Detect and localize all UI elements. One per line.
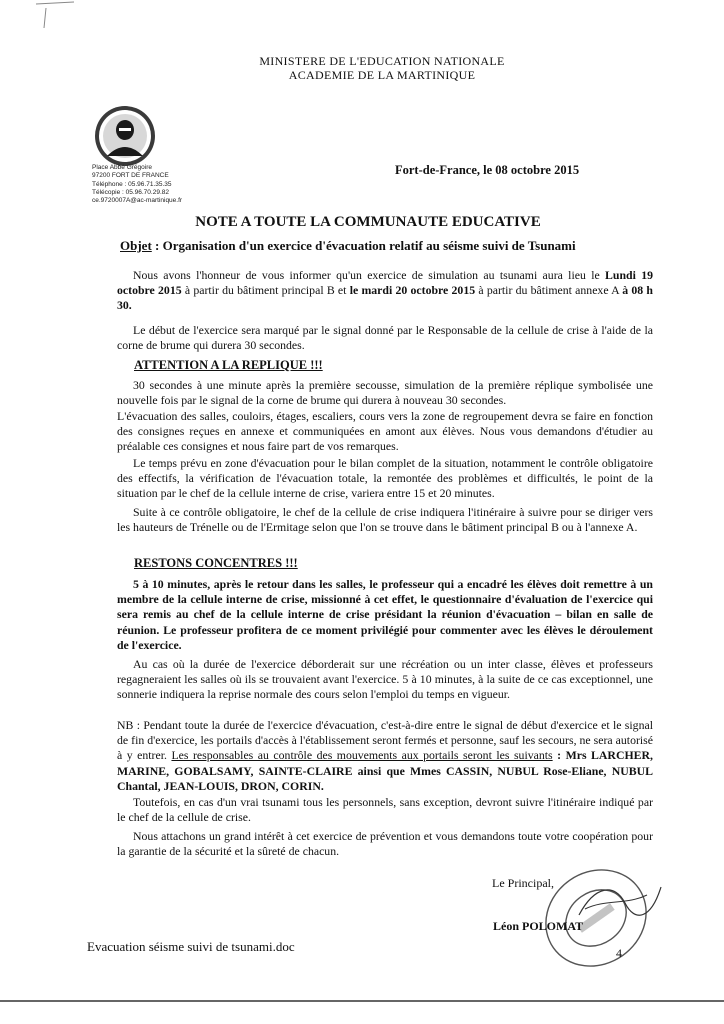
paragraph-nb xyxy=(117,718,653,794)
scan-corner-mark xyxy=(34,0,94,30)
dateline: Fort-de-France, le 08 octobre 2015 xyxy=(395,163,580,177)
paragraph-recreation: Au cas où la durée de l'exercice déborderait sur une récréation ou un inter classe, élèves et professeurs regagneraient les salles où ils se trouvaient avant l'exercice. 5 à 10 minutes, à la suite de ce cas exceptionnel, une sonnerie indiquera la reprise normale des cours selon l'emploi du temps en vigueur. xyxy=(117,657,653,702)
address-email: ce.9720007A@ac-martinique.fr xyxy=(92,197,183,205)
address-line1: Place Abbé Grégoire xyxy=(92,164,152,171)
page-number: 4 xyxy=(616,946,622,960)
address-fax: Télécopie : 05.96.70.29.82 xyxy=(92,188,169,196)
heading-concentres: RESTONS CONCENTRES !!! xyxy=(134,556,298,570)
paragraph-evacuation: L'évacuation des salles, couloirs, étages, escaliers, cours vers la zone de regroupement devra se faire en fonction des consignes reçues en annexe et communiquées en amont aux élèves. Nous vous demandons d'étudier au préalable ces consignes et nous faire part de vos remarques. xyxy=(117,409,653,454)
intro-date-2: le mardi 20 octobre 2015 xyxy=(349,283,476,298)
intro-text-3: à partir du bâtiment annexe A xyxy=(475,283,623,298)
intro-text-2: à partir du bâtiment principal B et xyxy=(181,283,350,298)
scan-edge-line xyxy=(0,1000,724,1002)
closing-title: Le Principal, xyxy=(492,876,554,890)
subject-text: : Organisation d'un exercice d'évacuation relatif au séisme suivi de Tsunami xyxy=(151,238,576,253)
paragraph-replique: 30 secondes à une minute après la première secousse, simulation de la première réplique symbolisée une nouvelle fois par le signal de la corne de brume qui durera à nouveau 30 secondes. xyxy=(117,378,653,408)
paragraph-bilan: Le temps prévu en zone d'évacuation pour le bilan complet de la situation, notamment le contrôle obligatoire des effectifs, la vérification de l'évacuation totale, la remontée des problèmes et difficultés, le point de la situation par le chef de la cellule interne de crise, variera entre 15 et 20 minutes. xyxy=(117,456,653,501)
paragraph-questionnaire: 5 à 10 minutes, après le retour dans les salles, le professeur qui a encadré les élèves doit remettre à un membre de la cellule interne de crise, missionné à cet effet, le questionnaire d'évaluation de l'exercice qui sera remis au chef de la cellule interne de crise présidant la réunion d'évacuation – bilan en salle de réunion. Le professeur profitera de ce moment privilégié pour commenter avec les élèves le déroulement de l'exercice. xyxy=(117,577,653,652)
school-logo xyxy=(93,104,157,168)
school-address xyxy=(92,164,182,205)
subject-line xyxy=(120,238,576,254)
nb-responsables: Les responsables au contrôle des mouvements aux portails seront les suivants xyxy=(171,748,553,763)
signatory-name: Léon POLOMAT xyxy=(493,919,584,933)
signature xyxy=(575,875,665,925)
paragraph-signal: Le début de l'exercice sera marqué par le signal donné par le Responsable de la cellule de crise à l'aide de la corne de brume qui durera 30 secondes. xyxy=(117,323,653,353)
paragraph-intro xyxy=(117,268,653,314)
address-line2: 97200 FORT DE FRANCE xyxy=(92,172,169,180)
document-title: NOTE A TOUTE LA COMMUNAUTE EDUCATIVE xyxy=(195,214,541,230)
nb-names: : Mrs LARCHER, MARINE, GOBALSAMY, SAINTE-CLAIRE ainsi que Mmes CASSIN, NUBUL Rose-Eliane, NUBUL Chantal, JEAN-LOUIS, DRON, CORIN. xyxy=(117,748,653,793)
intro-time: à 08 h 30. xyxy=(117,283,653,313)
nb-text: NB : Pendant toute la durée de l'exercice d'évacuation, c'est-à-dire entre le signal de début d'exercice et le signal de fin d'exercice, les portails d'accès à l'établissement seront fermés et personne, sauf les secours, ne sera autorisé à y entrer. xyxy=(117,718,653,763)
intro-date-1: Lundi 19 octobre 2015 xyxy=(117,268,654,298)
paragraph-tsunami: Toutefois, en cas d'un vrai tsunami tous les personnels, sans exception, devront suivre l'itinéraire indiqué par le chef de la cellule de crise. xyxy=(117,795,653,825)
letterhead xyxy=(0,54,724,82)
subject-label: Objet xyxy=(120,238,152,253)
footer-filename: Evacuation séisme suivi de tsunami.doc xyxy=(87,939,295,954)
intro-text: Nous avons l'honneur de vous informer qu'un exercice de simulation au tsunami aura lieu le xyxy=(133,268,606,282)
academy-name: ACADEMIE DE LA MARTINIQUE xyxy=(288,68,476,82)
address-phone: Téléphone : 05.96.71.35.35 xyxy=(92,180,172,188)
paragraph-cooperation: Nous attachons un grand intérêt à cet exercice de prévention et vous demandons toute votre coopération pour la garantie de la sécurité et la sûreté de chacun. xyxy=(117,829,653,859)
ministry-name: MINISTERE DE L'EDUCATION NATIONALE xyxy=(259,54,505,68)
heading-replique: ATTENTION A LA REPLIQUE !!! xyxy=(134,358,323,372)
paragraph-itineraire: Suite à ce contrôle obligatoire, le chef de la cellule de crise indiquera l'itinéraire à suivre pour se diriger vers les hauteurs de Trénelle ou de l'Ermitage selon que l'on se trouve dans le bâtiment principal B ou à l'annexe A. xyxy=(117,505,653,535)
